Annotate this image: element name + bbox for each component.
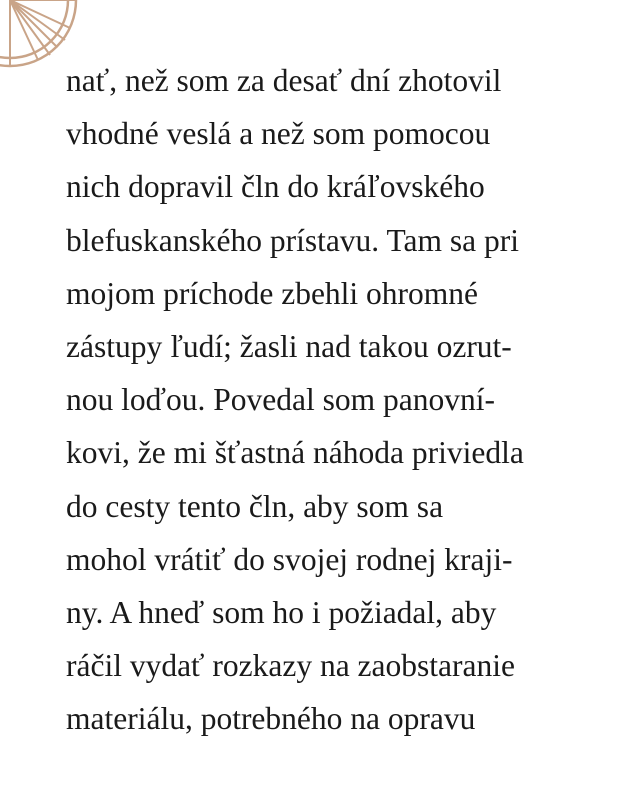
text-line: mohol vrátiť do svojej rodnej kraji- (66, 541, 513, 577)
page-body-text (66, 54, 606, 745)
text-line: nich dopravil čln do kráľovského (66, 169, 485, 205)
text-line: zástupy ľudí; žasli nad takou ozrut- (66, 328, 512, 364)
text-line: ráčil vydať rozkazy na zaobstaranie (66, 648, 515, 684)
text-line: vhodné veslá a než som pomocou (66, 116, 491, 152)
text-line: ny. A hneď som ho i požiadal, aby (66, 594, 497, 630)
text-line: mojom príchode zbehli ohromné (66, 275, 479, 311)
text-line: do cesty tento čln, aby som sa (66, 488, 444, 524)
text-line: materiálu, potrebného na opravu (66, 701, 476, 737)
text-line: kovi, že mi šťastná náhoda priviedla (66, 435, 524, 471)
text-line: blefuskanského prístavu. Tam sa pri (66, 222, 519, 258)
text-line: nou loďou. Povedal som panovní- (66, 382, 495, 418)
text-line: nať, než som za desať dní zhotovil (66, 63, 502, 98)
